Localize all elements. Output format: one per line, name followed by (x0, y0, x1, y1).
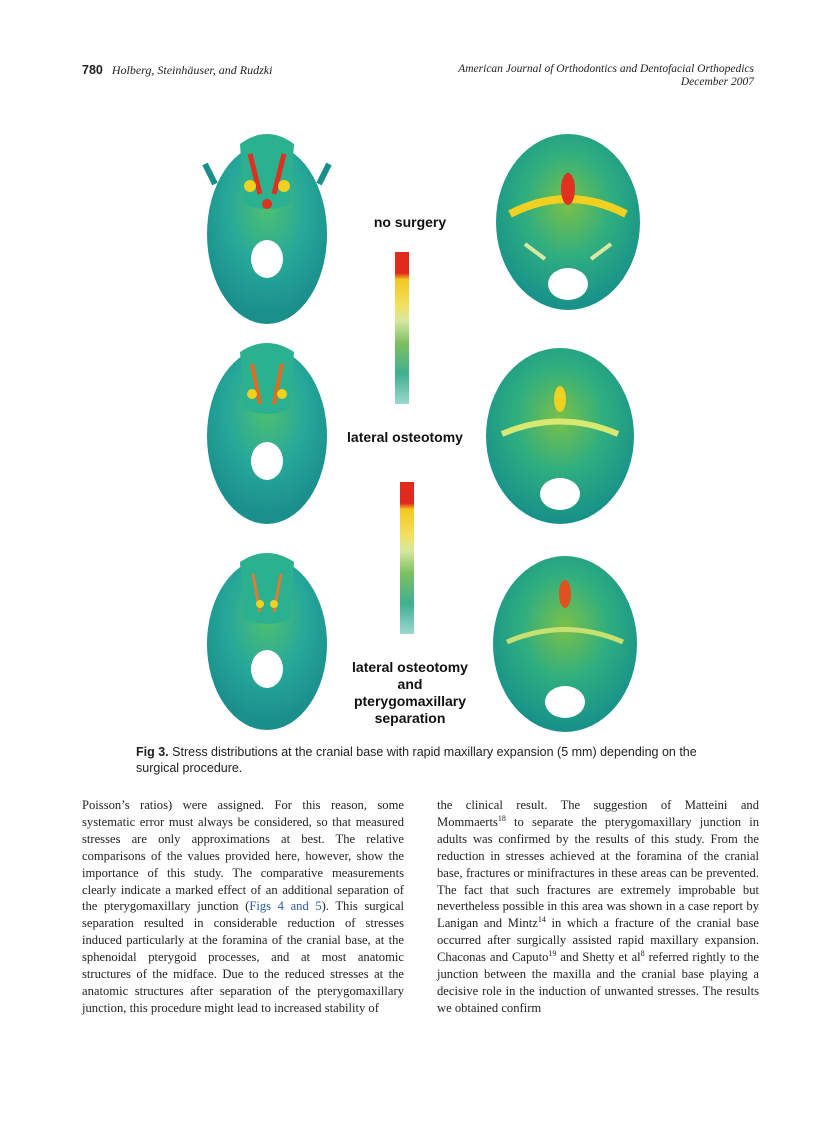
body-column-right (437, 797, 759, 1017)
figure-caption (136, 744, 736, 776)
label-no-surgery: no surgery (373, 214, 447, 230)
caption-text: Stress distributions at the cranial base with rapid maxillary expansion (5 mm) depending on the surgical procedure. (136, 745, 697, 775)
label-combined (345, 659, 475, 727)
caption-label: Fig 3. (136, 745, 169, 759)
skull-inferior-combined (207, 553, 327, 730)
right-text-1: the clinical result. The suggestion of Matteini and Mommaerts (437, 798, 759, 829)
citation-18[interactable]: 18 (497, 813, 506, 823)
running-header-left (82, 63, 272, 78)
journal-name: American Journal of Orthodontics and Dentofacial Orthopedics (458, 63, 754, 75)
label-lateral-osteotomy: lateral osteotomy (347, 429, 463, 445)
issue-date: December 2007 (680, 76, 754, 88)
skull-superior-no-surgery (496, 134, 640, 310)
skull-inferior-lateral-osteotomy (207, 343, 327, 524)
skull-superior-lateral-osteotomy (486, 348, 634, 524)
right-text-2: to separate the pterygomaxillary junction in adults was confirmed by the results of this study. From the reduction in stresses achieved at the foramina of the cranial base, fractures or minifractures in these areas can be prevented. The fact that such fractures are extremely improbable but nevertheless possible in this area was shown in a case report by Lanigan and Mintz (437, 814, 759, 931)
page-number: 780 (82, 63, 103, 77)
body-column-left (82, 797, 404, 1017)
label-combined-line2: and (397, 676, 423, 692)
color-scale-lower (400, 482, 414, 634)
right-text-5: referred rightly to the junction between the maxilla and the cranial base playing a decisive role in the induction of unwanted stresses. The results we obtained confirm (437, 950, 760, 1015)
label-combined-line4: separation (374, 710, 446, 726)
color-scale-upper (395, 252, 409, 404)
label-combined-line1: lateral osteotomy (352, 659, 468, 675)
left-text-1: Poisson’s ratios) were assigned. For this reason, some systematic error must always be considered, so that measured stresses are only approximations at best. The relative comparisons of the values provided here, however, show the importance of this study. The comparative measurements clearly indicate a marked effect of an additional separation of the pterygomaxillary junction ( (82, 798, 404, 914)
figs-4-5-link[interactable]: Figs 4 and 5 (249, 899, 322, 914)
figure-3 (180, 124, 660, 734)
citation-8[interactable]: 8 (640, 948, 645, 958)
label-combined-line3: pterygomaxillary (353, 693, 467, 709)
left-text-2: ). This surgical separation resulted in considerable reduction of stresses induced particularly at the foramina of the cranial base, at the sphenoidal pterygoid processes, and at most anatomic structures of the midface. Due to the reduced stresses at the anatomic structures after separation of the pterygomaxillary junction, this procedure might lead to increased stability of (82, 899, 404, 1015)
skull-inferior-no-surgery (205, 134, 329, 324)
skull-superior-combined (493, 556, 637, 732)
running-header-right (458, 63, 754, 89)
citation-14[interactable]: 14 (537, 915, 546, 925)
author-list: Holberg, Steinhäuser, and Rudzki (111, 63, 273, 77)
right-text-4: and Shetty et al (556, 950, 641, 965)
right-text-3: in which a fracture of the cranial base occurred after surgically assisted rapid maxillary expansion. Chaconas and Caputo (437, 916, 759, 965)
citation-19[interactable]: 19 (548, 948, 557, 958)
